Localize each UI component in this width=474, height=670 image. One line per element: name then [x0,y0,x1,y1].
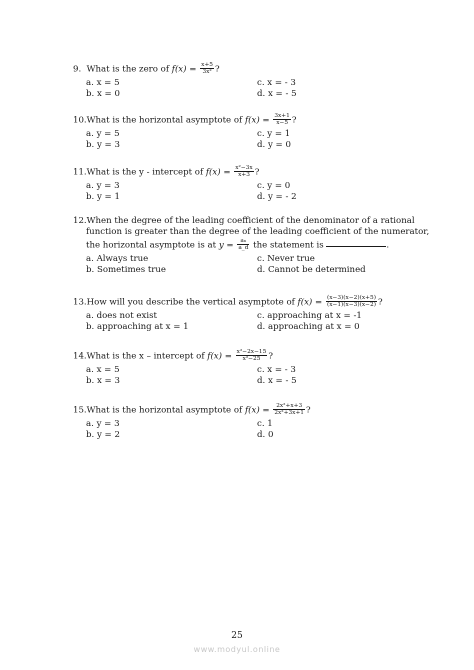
option-d[interactable]: d. 0 [257,429,274,440]
function-label: f(x) = [244,115,273,126]
option-d[interactable]: d. x = - 5 [257,88,297,99]
function-label: f(x) = [171,64,200,75]
function-label: f(x) = [207,351,235,362]
option-d[interactable]: d. y = 0 [257,139,291,150]
option-a[interactable]: a. Always true [86,253,149,264]
question-text-line: When the degree of the leading coefficient of the denominator of a rational [86,216,415,226]
question-text: What is the y - intercept of [86,167,206,178]
option-a[interactable]: a. y = 3 [86,418,120,429]
fraction-denominator: (x−1)(x−3)(x−2) [326,302,376,309]
function-label: f(x) = [297,297,325,308]
fraction-numerator: x+5 [201,62,213,68]
answer-options [73,311,383,333]
function-label: f(x) = [244,405,273,416]
question-mark: ? [215,64,220,75]
question-number: 12. [73,216,87,226]
question-number: 11. [73,167,87,178]
answer-blank[interactable] [326,238,386,247]
answer-options [73,419,311,441]
function-label: f(x) = [205,167,234,178]
fraction [234,165,253,179]
question-12 [73,216,430,276]
question-mark: ? [268,351,273,362]
fraction-denominator: 3x² [202,69,212,76]
function-label: y = [218,240,237,251]
option-c[interactable]: c. x = - 3 [257,77,296,88]
fraction-denominator: x+3 [238,172,250,179]
option-c[interactable]: c. Never true [257,253,315,264]
option-c[interactable]: c. y = 1 [257,128,291,139]
question-text: the statement is [250,240,327,251]
option-d[interactable]: d. x = - 5 [257,375,297,386]
option-a[interactable]: a. does not exist [86,310,157,321]
option-a[interactable]: a. x = 5 [86,77,120,88]
question-text: What is the x – intercept of [86,351,208,362]
question-text: What is the horizontal asymptote of [86,405,245,416]
fraction [237,238,249,252]
question-number: 13. [73,297,87,308]
question-number: 10. [73,115,87,126]
option-a[interactable]: a. y = 5 [86,128,120,139]
watermark: www.modyul.online [193,645,281,654]
option-b[interactable]: b. approaching at x = 1 [86,321,189,332]
answer-options [73,180,297,203]
option-c[interactable]: c. y = 0 [257,180,291,191]
question-stem [73,165,259,179]
question-stem [73,62,220,76]
question-mark: ? [291,115,297,126]
page-number: 25 [231,631,243,641]
question-stem [73,216,430,252]
fraction [273,403,305,417]
fraction-numerator: x²−2x−15 [236,349,267,355]
period: . [386,240,390,251]
question-text: What is the horizontal asymptote of [86,115,245,126]
question-15 [73,403,311,441]
answer-options [73,364,297,387]
option-a[interactable]: a. x = 5 [86,364,120,375]
option-c[interactable]: c. approaching at x = -1 [257,310,362,321]
fraction-denominator: x²−25 [242,356,261,363]
question-10 [73,113,296,151]
option-c[interactable]: c. 1 [257,418,273,429]
fraction [273,113,291,127]
answer-options [73,77,297,100]
question-stem [73,113,296,127]
question-text: the horizontal asymptote is at [86,240,219,251]
answer-options [73,254,369,276]
question-text-line: function is greater than the degree of the leading coefficient of the numerator, [86,227,430,237]
fraction-numerator: aₙ [237,238,249,245]
option-b[interactable]: b. x = 0 [86,88,120,99]
question-mark: ? [377,297,383,308]
option-b[interactable]: b. Sometimes true [86,264,167,275]
fraction-numerator: (x−3)(x−2)(x+5) [326,295,376,301]
option-b[interactable]: b. x = 3 [86,375,120,386]
question-stem [73,349,273,363]
option-d[interactable]: d. y = - 2 [257,191,297,202]
option-d[interactable]: d. Cannot be determined [257,264,366,275]
fraction-numerator: 2x²+x+3 [273,403,305,410]
option-b[interactable]: b. y = 2 [86,429,120,440]
fraction-numerator: x²−3x [235,165,253,171]
question-stem [73,403,311,417]
question-11 [73,165,297,203]
option-c[interactable]: c. x = - 3 [257,364,296,375]
question-13 [73,295,383,333]
fraction-denominator: a_d [238,245,249,252]
question-stem [73,295,383,309]
question-number: 9. [73,64,82,75]
question-text: What is the zero of [86,64,172,75]
fraction-denominator: 2x²+3x+1 [274,410,304,417]
question-mark: ? [254,167,260,178]
option-d[interactable]: d. approaching at x = 0 [257,321,360,332]
question-number: 14. [73,351,87,362]
option-a[interactable]: a. y = 3 [86,180,120,191]
fraction [236,349,268,363]
fraction [200,62,214,76]
question-14 [73,349,297,387]
question-mark: ? [306,405,311,416]
question-9 [73,62,297,100]
option-b[interactable]: b. y = 3 [86,139,120,150]
option-b[interactable]: b. y = 1 [86,191,120,202]
fraction-numerator: 3x+1 [274,113,290,119]
answer-options [73,129,296,151]
question-text: How will you describe the vertical asymptote of [86,297,298,308]
question-number: 15. [73,405,87,416]
fraction-denominator: x−5 [276,120,289,127]
fraction [326,295,377,309]
